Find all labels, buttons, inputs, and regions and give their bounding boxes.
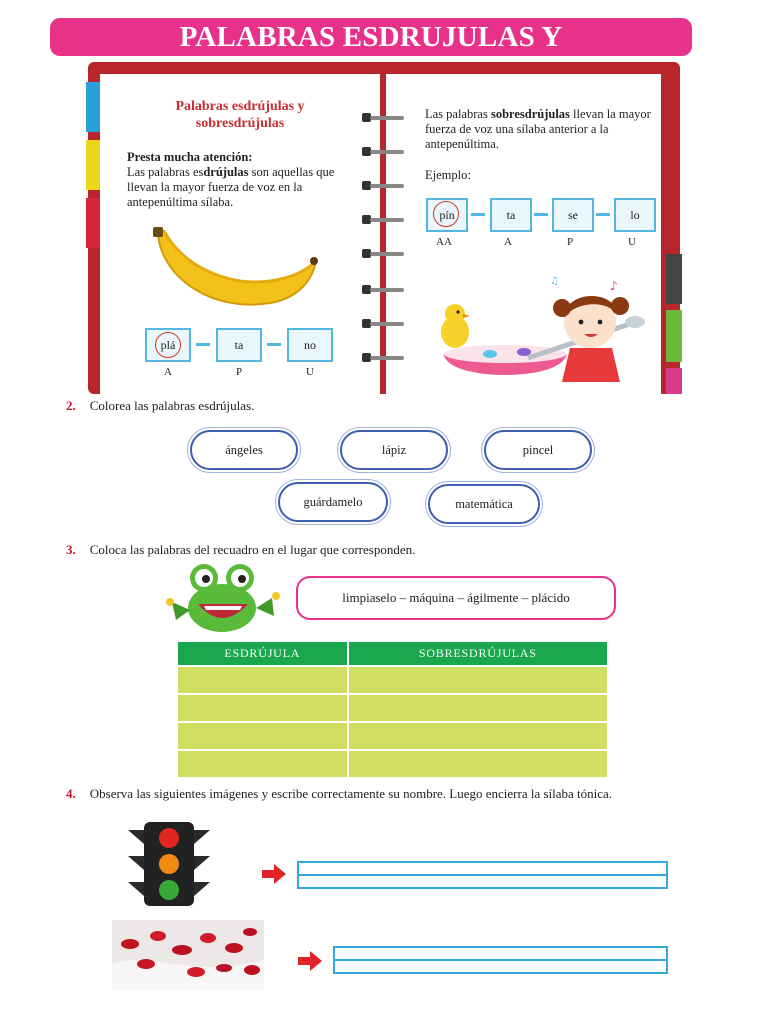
table-cell[interactable] xyxy=(177,722,348,750)
syllable-label: U xyxy=(306,366,314,378)
definition-text: Las palabras xyxy=(425,107,491,121)
exercise-2-instruction xyxy=(66,398,254,414)
stress-circle xyxy=(433,201,459,227)
frog-illustration xyxy=(164,562,294,640)
spiral-ring xyxy=(362,318,408,330)
attention-label: Presta mucha atención: xyxy=(127,150,253,164)
syllable-label: AA xyxy=(436,236,452,248)
traffic-light-image xyxy=(128,820,210,908)
exercise-number: 4. xyxy=(66,786,76,801)
word-cloud[interactable]: pincel xyxy=(484,430,592,470)
syllable-label: P xyxy=(235,366,243,378)
table-row xyxy=(177,694,608,722)
spiral-ring xyxy=(362,112,408,124)
table-row xyxy=(177,722,608,750)
tab-dark xyxy=(666,254,682,304)
word-cloud[interactable]: lápiz xyxy=(340,430,448,470)
arrow-right-icon xyxy=(298,951,322,971)
spiral-ring xyxy=(362,180,408,192)
spiral-ring xyxy=(362,248,408,260)
table-row xyxy=(177,666,608,694)
table-cell[interactable] xyxy=(348,750,608,778)
syllable-dash xyxy=(196,343,210,346)
esdrujula-definition xyxy=(127,165,352,210)
example-label: Ejemplo: xyxy=(425,168,471,182)
table-header: ESDRÚJULA xyxy=(177,641,348,666)
word-cloud[interactable]: ángeles xyxy=(190,430,298,470)
syllable-box: no xyxy=(287,328,333,362)
definition-text: llevan la mayor fuerza de voz una sílaba anterior a la antepenúltima. xyxy=(425,107,651,151)
syllable-label: A xyxy=(504,236,512,248)
table-cell[interactable] xyxy=(177,666,348,694)
table-cell[interactable] xyxy=(348,722,608,750)
syllable-dash xyxy=(596,213,610,216)
notebook-heading: Palabras esdrújulas y sobresdrújulas xyxy=(175,99,305,131)
syllable-dash xyxy=(267,343,281,346)
stress-circle xyxy=(155,332,181,358)
table-cell[interactable] xyxy=(348,666,608,694)
svg-text:♪: ♪ xyxy=(610,279,618,293)
svg-text:♫: ♫ xyxy=(550,276,559,287)
syllable-label: P xyxy=(566,236,574,248)
classification-table xyxy=(176,640,609,779)
syllable-dash xyxy=(534,213,548,216)
banana-image xyxy=(150,225,322,317)
spiral-ring xyxy=(362,146,408,158)
exercise-4-instruction xyxy=(66,786,612,802)
syllable-box: lo xyxy=(614,198,656,232)
word-cloud[interactable]: guárdamelo xyxy=(278,482,388,522)
sobresdrujula-definition xyxy=(425,107,660,152)
syllable-box: plá xyxy=(145,328,191,362)
syllable-dash xyxy=(471,213,485,216)
page-title: PALABRAS ESDRUJULAS Y xyxy=(50,18,692,56)
tab-pink xyxy=(666,368,682,394)
arrow-right-icon xyxy=(262,864,286,884)
definition-bold: sobresdrújulas xyxy=(490,107,570,121)
instruction-text: Colorea las palabras esdrújulas. xyxy=(89,398,255,413)
syllable-box: ta xyxy=(216,328,262,362)
spiral-ring xyxy=(362,284,408,296)
rose-petals-image xyxy=(112,920,264,990)
definition-bold: drújulas xyxy=(203,165,249,179)
spiral-ring xyxy=(362,352,408,364)
exercise-3-instruction xyxy=(66,542,415,558)
exercise-number: 3. xyxy=(66,542,76,557)
instruction-text: Observa las siguientes imágenes y escribe correctamente su nombre. Luego encierra la sílaba tónica. xyxy=(89,786,613,801)
answer-field[interactable] xyxy=(333,946,668,974)
syllable-label: A xyxy=(164,366,172,378)
exercise-number: 2. xyxy=(66,398,76,413)
definition-text: son aquellas que llevan la mayor fuerza de voz en la antepenúltima sílaba. xyxy=(127,165,335,209)
table-cell[interactable] xyxy=(348,694,608,722)
word-cloud[interactable]: matemática xyxy=(428,484,540,524)
table-header: SOBRESDRÚJULAS xyxy=(348,641,608,666)
table-row xyxy=(177,750,608,778)
girl-stirring-bowl-illustration xyxy=(430,270,660,392)
word-bank: limpiaselo – máquina – ágilmente – plácido xyxy=(296,576,616,620)
syllable-label: U xyxy=(628,236,636,248)
syllable-box: se xyxy=(552,198,594,232)
definition-text: Las palabras es xyxy=(127,165,204,179)
spiral-ring xyxy=(362,214,408,226)
syllable-box: pín xyxy=(426,198,468,232)
table-cell[interactable] xyxy=(177,750,348,778)
answer-field[interactable] xyxy=(297,861,668,889)
syllable-box: ta xyxy=(490,198,532,232)
instruction-text: Coloca las palabras del recuadro en el lugar que corresponden. xyxy=(89,542,416,557)
table-cell[interactable] xyxy=(177,694,348,722)
tab-green xyxy=(666,310,682,362)
